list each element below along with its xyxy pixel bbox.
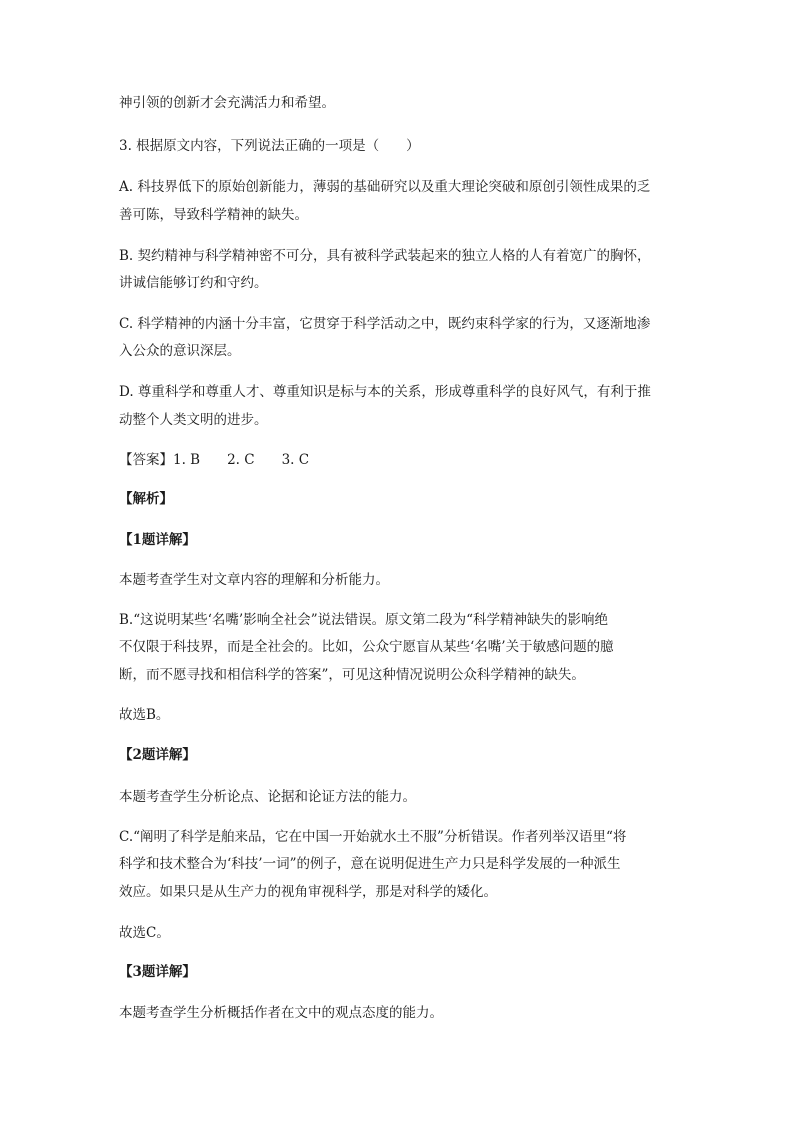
- q1-explanation-line: 断，而不愿寻找和相信科学的答案”，可见这种情况说明公众科学精神的缺失。: [119, 667, 585, 683]
- option-c-line: 入公众的意识深层。: [119, 343, 241, 359]
- option-d-line: 动整个人类文明的进步。: [119, 412, 268, 428]
- analysis-heading: 【解析】: [119, 491, 173, 507]
- option-a-line: A. 科技界低下的原始创新能力，薄弱的基础研究以及重大理论突破和原创引领性成果的乏: [119, 179, 651, 195]
- q2-explanation-line: C.“阐明了科学是舶来品，它在中国一开始就水土不服”分析错误。作者列举汉语里“将: [119, 829, 627, 845]
- q1-intro: 本题考查学生对文章内容的理解和分析能力。: [119, 572, 389, 588]
- option-c-line: C. 科学精神的内涵十分丰富，它贯穿于科学活动之中，既约束科学家的行为，又逐渐地渗: [119, 316, 651, 332]
- q2-choice: 故选C。: [119, 925, 170, 941]
- q2-heading: 【2题详解】: [119, 747, 196, 763]
- question-stem: 3. 根据原文内容，下列说法正确的一项是（ ）: [119, 138, 420, 154]
- q3-heading: 【3题详解】: [119, 964, 196, 980]
- option-b-line: B. 契约精神与科学精神密不可分，具有被科学武装起来的独立人格的人有着宽广的胸怀，: [119, 248, 651, 264]
- option-d-line: D. 尊重科学和尊重人才、尊重知识是标与本的关系，形成尊重科学的良好风气，有利于推: [119, 384, 651, 400]
- answer-line: 【答案】1. B 2. C 3. C: [119, 452, 310, 468]
- q2-explanation-line: 科学和技术整合为‘科技’一词”的例子，意在说明促进生产力只是科学发展的一种派生: [119, 856, 621, 872]
- q1-explanation-line: 不仅限于科技界，而是全社会的。比如，公众宁愿盲从某些‘名嘴’关于敏感问题的臆: [119, 639, 614, 655]
- q3-intro: 本题考查学生分析概括作者在文中的观点态度的能力。: [119, 1005, 443, 1021]
- q2-intro: 本题考查学生分析论点、论据和论证方法的能力。: [119, 789, 416, 805]
- text-line: 神引领的创新才会充满活力和希望。: [119, 95, 335, 111]
- option-a-line: 善可陈，导致科学精神的缺失。: [119, 207, 308, 223]
- q1-choice: 故选B。: [119, 707, 170, 723]
- q1-explanation-line: B.“这说明某些‘名嘴’影响全社会”说法错误。原文第二段为“科学精神缺失的影响绝: [119, 612, 608, 628]
- q2-explanation-line: 效应。如果只是从生产力的视角审视科学，那是对科学的矮化。: [119, 884, 497, 900]
- q1-heading: 【1题详解】: [119, 532, 196, 548]
- option-b-line: 讲诚信能够订约和守约。: [119, 275, 268, 291]
